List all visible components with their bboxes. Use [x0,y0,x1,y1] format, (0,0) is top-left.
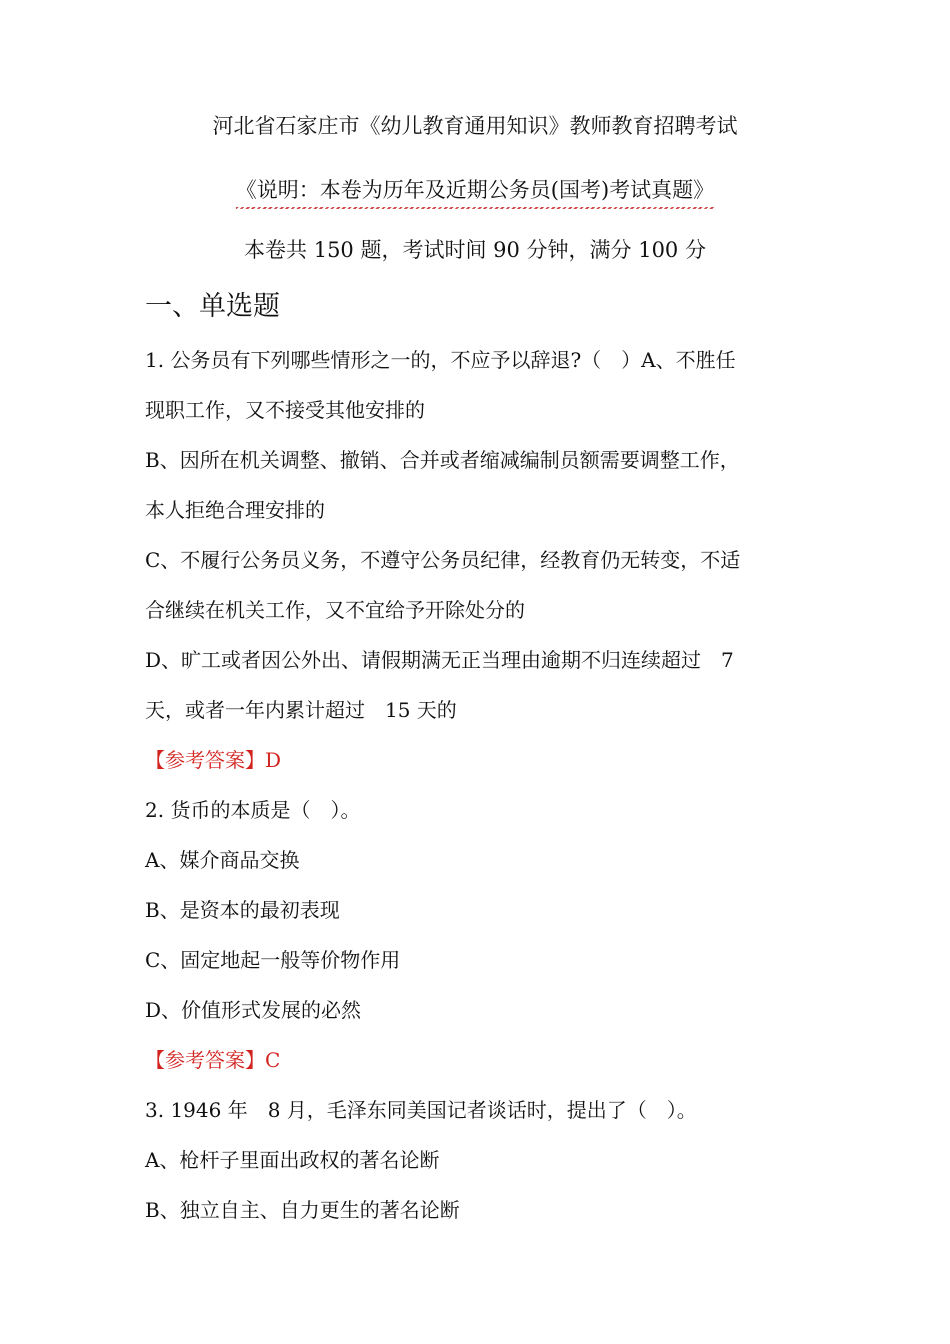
question-1-option-c-line-1: C、不履行公务员义务，不遵守公务员纪律，经教育仍无转变，不适 [145,548,741,572]
exam-summary: 本卷共 150 题，考试时间 90 分钟，满分 100 分 [244,238,706,262]
question-1-option-d-line-1: D、旷工或者因公外出、请假期满无正当理由逾期不归连续超过 7 [145,648,734,672]
question-2-text: 2. 货币的本质是（ ）。 [145,798,361,822]
question-1-option-b-line-1: B、因所在机关调整、撤销、合并或者缩减编制员额需要调整工作， [145,448,740,472]
exam-note [0,174,950,209]
question-1-option-d-line-2: 天，或者一年内累计超过 15 天的 [145,698,457,722]
question-2-option-d: D、价值形式发展的必然 [145,998,362,1022]
question-1-line-1: 1. 公务员有下列哪些情形之一的，不应予以辞退?（ ）A、不胜任 [145,348,736,372]
question-2-answer: 【参考答案】C [145,1048,281,1072]
question-3-option-a: A、枪杆子里面出政权的著名论断 [145,1148,440,1172]
exam-note-text: 《说明：本卷为历年及近期公务员(国考)考试真题》 [236,174,714,209]
section-heading: 一、单选题 [145,291,280,322]
document-title: 河北省石家庄市《幼儿教育通用知识》教师教育招聘考试 [212,114,738,138]
question-2-option-c: C、固定地起一般等价物作用 [145,948,401,972]
question-2-option-b: B、是资本的最初表现 [145,898,340,922]
question-3-option-b: B、独立自主、自力更生的著名论断 [145,1198,460,1222]
question-2-option-a: A、媒介商品交换 [145,848,300,872]
question-1-option-c-line-2: 合继续在机关工作，又不宜给予开除处分的 [145,598,525,622]
question-1-answer: 【参考答案】D [145,748,282,772]
question-3-text: 3. 1946 年 8 月，毛泽东同美国记者谈话时，提出了（ ）。 [145,1098,697,1122]
question-1-line-2: 现职工作，又不接受其他安排的 [145,398,425,422]
question-1-option-b-line-2: 本人拒绝合理安排的 [145,498,325,522]
